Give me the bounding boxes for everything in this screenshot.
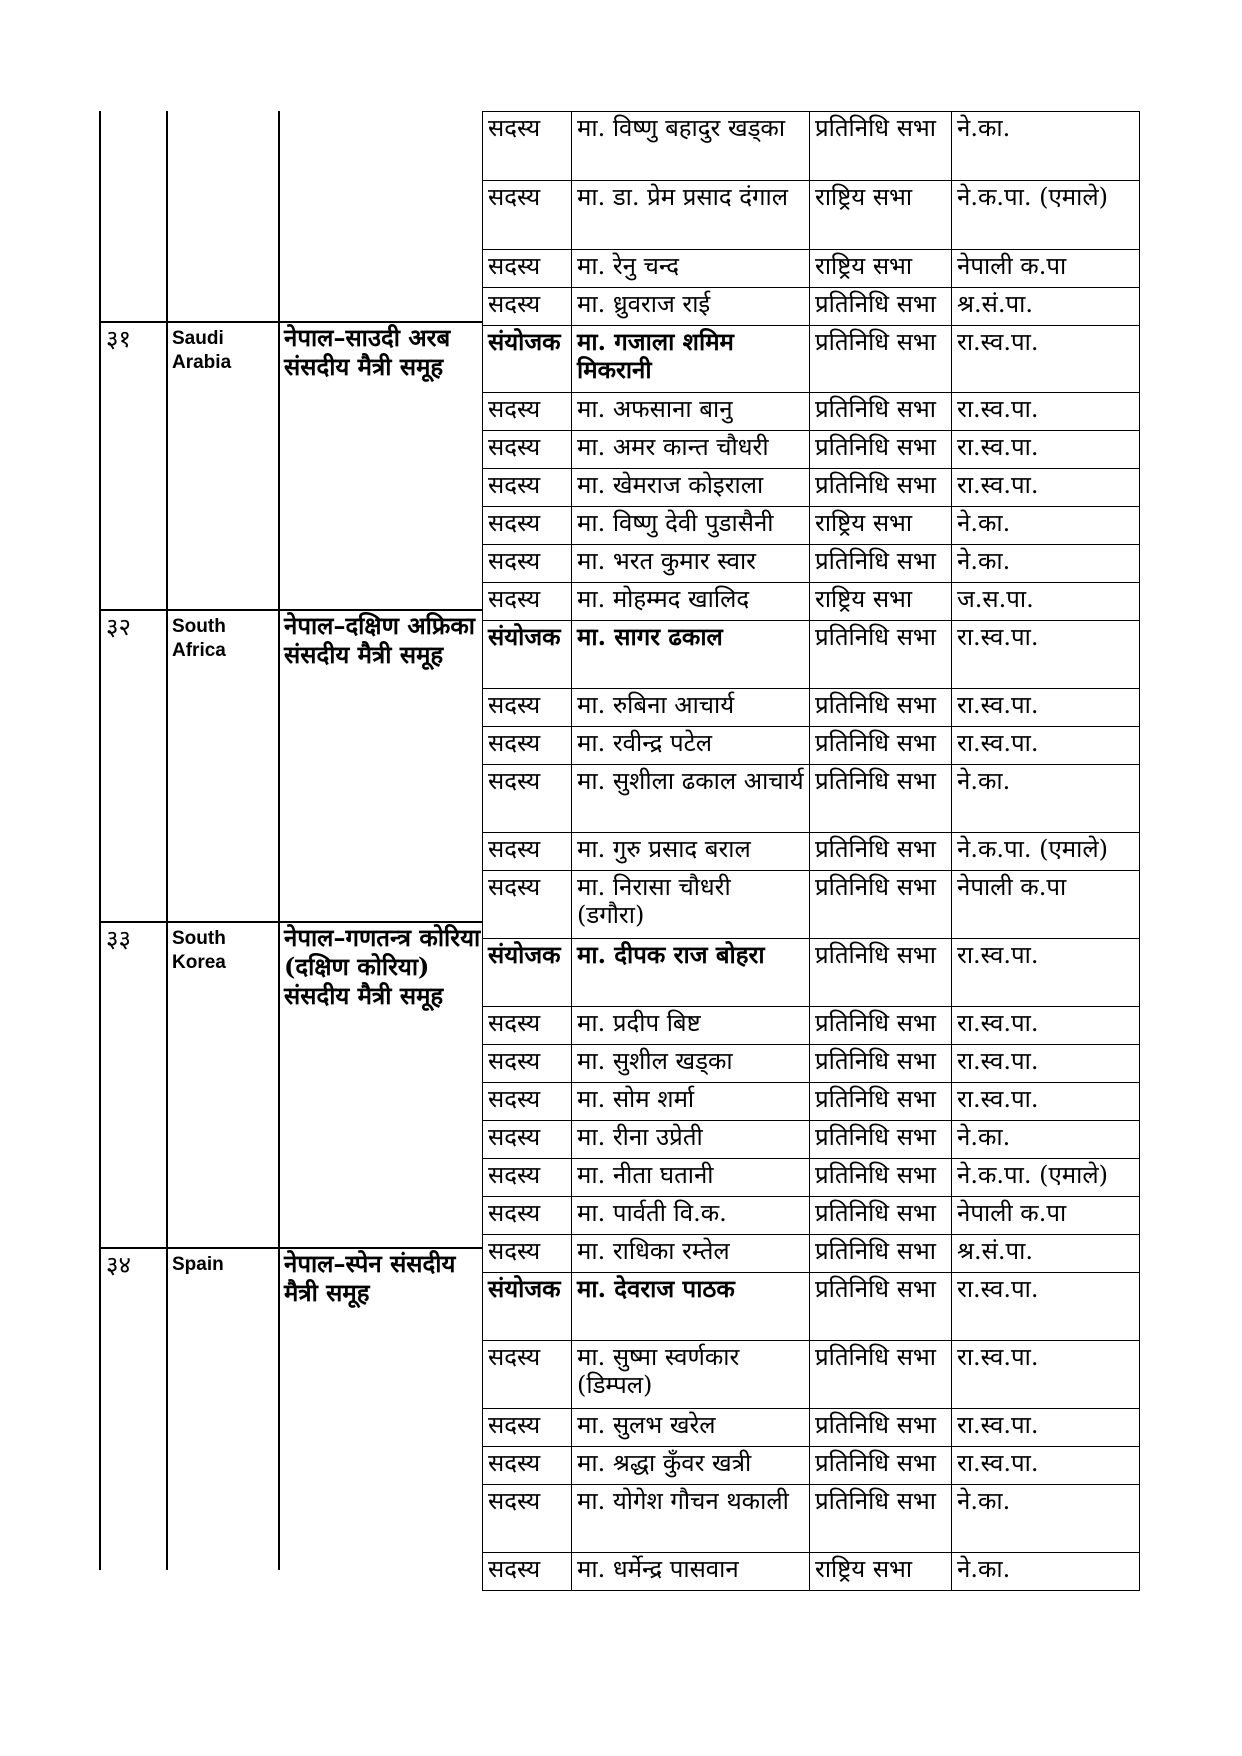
member-role: सदस्य	[483, 1553, 572, 1591]
member-name: मा. पार्वती वि.क.	[572, 1197, 810, 1235]
member-house: प्रतिनिधि सभा	[810, 1197, 952, 1235]
member-role: सदस्य	[483, 431, 572, 469]
member-name: मा. विष्णु देवी पुडासैनी	[572, 507, 810, 545]
table-row	[483, 1553, 1140, 1591]
group-name: नेपाल–दक्षिण अफ्रिका संसदीय मैत्री समूह	[284, 611, 476, 669]
member-role: सदस्य	[483, 1447, 572, 1485]
member-role: संयोजक	[483, 326, 572, 393]
member-house: प्रतिनिधि सभा	[810, 431, 952, 469]
member-house: प्रतिनिधि सभा	[810, 833, 952, 871]
member-party: रा.स्व.पा.	[952, 431, 1140, 469]
member-house: राष्ट्रिय सभा	[810, 1553, 952, 1591]
member-role: सदस्य	[483, 250, 572, 288]
member-role: सदस्य	[483, 1121, 572, 1159]
member-name: मा. डा. प्रेम प्रसाद दंगाल	[572, 181, 810, 250]
table-row	[483, 727, 1140, 765]
member-role: संयोजक	[483, 621, 572, 689]
member-role: सदस्य	[483, 1083, 572, 1121]
member-party: नेपाली क.पा	[952, 250, 1140, 288]
member-role: सदस्य	[483, 1409, 572, 1447]
member-role: संयोजक	[483, 1273, 572, 1341]
table-row	[483, 1447, 1140, 1485]
table-row	[483, 1007, 1140, 1045]
member-house: प्रतिनिधि सभा	[810, 112, 952, 181]
group-country: Saudi Arabia	[172, 328, 232, 373]
member-party: ने.का.	[952, 1121, 1140, 1159]
member-house: प्रतिनिधि सभा	[810, 621, 952, 689]
member-party: रा.स्व.पा.	[952, 1045, 1140, 1083]
group-number: ३४	[106, 1251, 131, 1279]
member-role: संयोजक	[483, 939, 572, 1007]
member-house: राष्ट्रिय सभा	[810, 250, 952, 288]
group-number: ३३	[106, 925, 131, 953]
member-party: ने.का.	[952, 1485, 1140, 1553]
table-row	[483, 326, 1140, 393]
member-party: श्र.सं.पा.	[952, 1235, 1140, 1273]
member-role: सदस्य	[483, 1159, 572, 1197]
member-house: प्रतिनिधि सभा	[810, 1341, 952, 1409]
member-name: मा. अमर कान्त चौधरी	[572, 431, 810, 469]
member-party: रा.स्व.पा.	[952, 689, 1140, 727]
member-party: ने.क.पा. (एमाले)	[952, 181, 1140, 250]
member-party: रा.स्व.पा.	[952, 469, 1140, 507]
member-role: सदस्य	[483, 393, 572, 431]
table-row	[483, 288, 1140, 326]
table-row	[483, 545, 1140, 583]
table-row	[483, 507, 1140, 545]
member-party: ने.का.	[952, 112, 1140, 181]
member-role: सदस्य	[483, 833, 572, 871]
member-house: प्रतिनिधि सभा	[810, 939, 952, 1007]
table-row	[483, 833, 1140, 871]
member-house: प्रतिनिधि सभा	[810, 1447, 952, 1485]
member-party: ने.क.पा. (एमाले)	[952, 1159, 1140, 1197]
group-country: Spain	[172, 1254, 224, 1275]
member-house: प्रतिनिधि सभा	[810, 727, 952, 765]
group-number: ३१	[106, 325, 131, 353]
member-party: रा.स्व.पा.	[952, 1341, 1140, 1409]
member-party: ने.का.	[952, 765, 1140, 833]
table-row	[483, 939, 1140, 1007]
group-number: ३२	[106, 613, 131, 641]
column-border-country	[278, 111, 280, 1570]
table-row	[483, 250, 1140, 288]
member-house: प्रतिनिधि सभा	[810, 393, 952, 431]
member-party: रा.स्व.पा.	[952, 1273, 1140, 1341]
members-table	[482, 111, 1140, 1591]
member-role: सदस्य	[483, 507, 572, 545]
member-house: राष्ट्रिय सभा	[810, 507, 952, 545]
member-name: मा. रीना उप्रेती	[572, 1121, 810, 1159]
member-name: मा. विष्णु बहादुर खड्का	[572, 112, 810, 181]
member-house: प्रतिनिधि सभा	[810, 1083, 952, 1121]
table-row	[483, 1341, 1140, 1409]
member-name: मा. श्रद्धा कुँवर खत्री	[572, 1447, 810, 1485]
member-role: सदस्य	[483, 1007, 572, 1045]
member-name: मा. रेनु चन्द	[572, 250, 810, 288]
table-row	[483, 393, 1140, 431]
member-role: सदस्य	[483, 1045, 572, 1083]
member-name: मा. खेमराज कोइराला	[572, 469, 810, 507]
member-name: मा. सुष्मा स्वर्णकार (डिम्पल)	[572, 1341, 810, 1409]
group-name: नेपाल–साउदी अरब संसदीय मैत्री समूह	[284, 323, 451, 381]
member-name: मा. सुशील खड्का	[572, 1045, 810, 1083]
member-house: प्रतिनिधि सभा	[810, 1007, 952, 1045]
member-name: मा. सुलभ खरेल	[572, 1409, 810, 1447]
table-row	[483, 871, 1140, 939]
member-party: रा.स्व.पा.	[952, 621, 1140, 689]
member-role: सदस्य	[483, 181, 572, 250]
member-role: सदस्य	[483, 469, 572, 507]
member-party: ज.स.पा.	[952, 583, 1140, 621]
member-name: मा. रुबिना आचार्य	[572, 689, 810, 727]
table-row	[483, 1121, 1140, 1159]
member-party: नेपाली क.पा	[952, 1197, 1140, 1235]
table-row	[483, 1197, 1140, 1235]
member-role: सदस्य	[483, 689, 572, 727]
member-party: रा.स्व.पा.	[952, 1083, 1140, 1121]
table-row	[483, 1083, 1140, 1121]
table-row	[483, 1273, 1140, 1341]
member-house: प्रतिनिधि सभा	[810, 1159, 952, 1197]
column-border-num	[166, 111, 168, 1570]
member-name: मा. सुशीला ढकाल आचार्य	[572, 765, 810, 833]
member-house: राष्ट्रिय सभा	[810, 181, 952, 250]
table-row	[483, 1409, 1140, 1447]
member-party: ने.का.	[952, 1553, 1140, 1591]
member-house: राष्ट्रिय सभा	[810, 583, 952, 621]
member-role: सदस्य	[483, 1485, 572, 1553]
group-name: नेपाल–स्पेन संसदीय मैत्री समूह	[284, 1249, 456, 1307]
member-party: ने.का.	[952, 507, 1140, 545]
member-name: मा. गुरु प्रसाद बराल	[572, 833, 810, 871]
member-name: मा. दीपक राज बोहरा	[572, 939, 810, 1007]
member-party: रा.स्व.पा.	[952, 727, 1140, 765]
table-row	[483, 1235, 1140, 1273]
member-name: मा. ध्रुवराज राई	[572, 288, 810, 326]
member-party: रा.स्व.पा.	[952, 939, 1140, 1007]
member-name: मा. सोम शर्मा	[572, 1083, 810, 1121]
table-row	[483, 1045, 1140, 1083]
member-house: प्रतिनिधि सभा	[810, 1409, 952, 1447]
table-row	[483, 431, 1140, 469]
table-row	[483, 621, 1140, 689]
group-country: South Korea	[172, 928, 226, 973]
member-role: सदस्य	[483, 288, 572, 326]
member-role: सदस्य	[483, 1235, 572, 1273]
table-row	[483, 112, 1140, 181]
member-name: मा. मोहम्मद खालिद	[572, 583, 810, 621]
member-party: श्र.सं.पा.	[952, 288, 1140, 326]
member-role: सदस्य	[483, 765, 572, 833]
member-role: सदस्य	[483, 1197, 572, 1235]
member-name: मा. राधिका रम्तेल	[572, 1235, 810, 1273]
group-country: South Africa	[172, 616, 226, 661]
member-name: मा. योगेश गौचन थकाली	[572, 1485, 810, 1553]
member-name: मा. भरत कुमार स्वार	[572, 545, 810, 583]
table-row	[483, 181, 1140, 250]
member-role: सदस्य	[483, 583, 572, 621]
member-name: मा. रवीन्द्र पटेल	[572, 727, 810, 765]
table-row	[483, 1159, 1140, 1197]
table-row	[483, 1485, 1140, 1553]
member-party: ने.क.पा. (एमाले)	[952, 833, 1140, 871]
member-party: रा.स्व.पा.	[952, 1409, 1140, 1447]
member-party: नेपाली क.पा	[952, 871, 1140, 939]
member-role: सदस्य	[483, 112, 572, 181]
member-house: प्रतिनिधि सभा	[810, 871, 952, 939]
member-house: प्रतिनिधि सभा	[810, 689, 952, 727]
member-party: रा.स्व.पा.	[952, 1007, 1140, 1045]
member-name: मा. निरासा चौधरी (डगौरा)	[572, 871, 810, 939]
table-row	[483, 689, 1140, 727]
member-name: मा. अफसाना बानु	[572, 393, 810, 431]
member-house: प्रतिनिधि सभा	[810, 1273, 952, 1341]
member-house: प्रतिनिधि सभा	[810, 1045, 952, 1083]
member-name: मा. नीता घतानी	[572, 1159, 810, 1197]
member-role: सदस्य	[483, 727, 572, 765]
table-row	[483, 583, 1140, 621]
member-role: सदस्य	[483, 871, 572, 939]
table-row	[483, 469, 1140, 507]
member-name: मा. प्रदीप बिष्ट	[572, 1007, 810, 1045]
member-name: मा. गजाला शमिम मिकरानी	[572, 326, 810, 393]
member-party: रा.स्व.पा.	[952, 1447, 1140, 1485]
member-party: रा.स्व.पा.	[952, 326, 1140, 393]
member-house: प्रतिनिधि सभा	[810, 1485, 952, 1553]
member-name: मा. देवराज पाठक	[572, 1273, 810, 1341]
member-role: सदस्य	[483, 545, 572, 583]
member-house: प्रतिनिधि सभा	[810, 765, 952, 833]
member-house: प्रतिनिधि सभा	[810, 469, 952, 507]
table-row	[483, 765, 1140, 833]
member-party: रा.स्व.पा.	[952, 393, 1140, 431]
column-border-left	[99, 111, 101, 1570]
member-name: मा. सागर ढकाल	[572, 621, 810, 689]
member-house: प्रतिनिधि सभा	[810, 288, 952, 326]
group-name: नेपाल–गणतन्त्र कोरिया (दक्षिण कोरिया) संसदीय मैत्री समूह	[284, 923, 481, 1010]
member-house: प्रतिनिधि सभा	[810, 545, 952, 583]
member-house: प्रतिनिधि सभा	[810, 326, 952, 393]
member-party: ने.का.	[952, 545, 1140, 583]
member-role: सदस्य	[483, 1341, 572, 1409]
member-name: मा. धर्मेन्द्र पासवान	[572, 1553, 810, 1591]
member-house: प्रतिनिधि सभा	[810, 1121, 952, 1159]
member-house: प्रतिनिधि सभा	[810, 1235, 952, 1273]
